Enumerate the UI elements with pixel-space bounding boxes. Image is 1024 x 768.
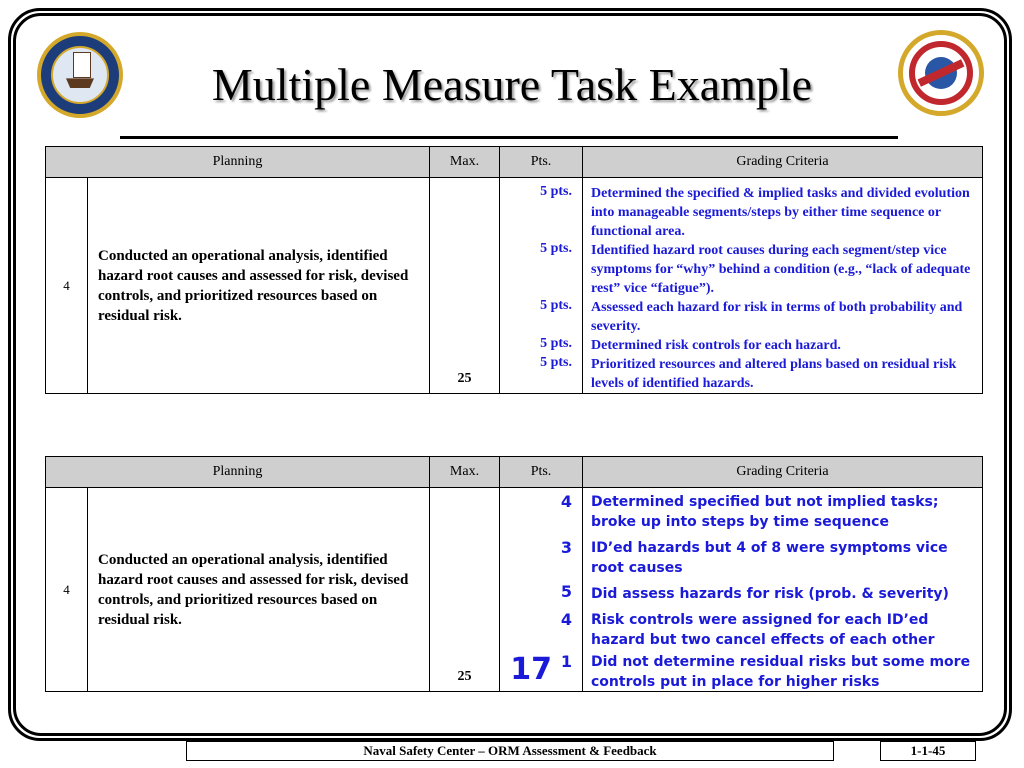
header-criteria: Grading Criteria bbox=[583, 147, 983, 178]
points-value: 1 bbox=[560, 652, 572, 671]
criteria-text: Identified hazard root causes during each segment/step vice symptoms for “why” behind a condition (e.g., “lack of adequate rest” vice “fatigue”). bbox=[591, 243, 971, 296]
criteria-text: Did assess hazards for risk (prob. & severity) bbox=[591, 586, 949, 602]
title-divider bbox=[120, 136, 898, 139]
navy-seal-logo bbox=[37, 32, 123, 118]
navy-seal-center bbox=[51, 46, 109, 104]
task-description: Conducted an operational analysis, identified hazard root causes and assessed for risk, devised controls, and prioritized resources based on residual risk. bbox=[88, 178, 430, 394]
header-max: Max. bbox=[430, 457, 500, 488]
table-row bbox=[46, 178, 983, 394]
points-value: 5 pts. bbox=[540, 184, 572, 199]
header-planning: Planning bbox=[46, 457, 430, 488]
criteria-column bbox=[583, 488, 983, 692]
header-criteria: Grading Criteria bbox=[583, 457, 983, 488]
points-column bbox=[500, 488, 583, 692]
criteria-column bbox=[583, 178, 983, 394]
header-pts: Pts. bbox=[500, 147, 583, 178]
points-value: 4 bbox=[560, 492, 572, 511]
table-row bbox=[46, 488, 983, 692]
points-value: 5 bbox=[560, 582, 572, 601]
points-value: 5 pts. bbox=[540, 241, 572, 256]
grading-table-example bbox=[45, 146, 983, 394]
page-number: 1-1-45 bbox=[880, 741, 976, 761]
task-description: Conducted an operational analysis, identified hazard root causes and assessed for risk, devised controls, and prioritized resources based on residual risk. bbox=[88, 488, 430, 692]
item-number: 4 bbox=[46, 488, 88, 692]
criteria-text: ID’ed hazards but 4 of 8 were symptoms vice root causes bbox=[591, 540, 948, 576]
points-column bbox=[500, 178, 583, 394]
header-max: Max. bbox=[430, 147, 500, 178]
criteria-text: Assessed each hazard for risk in terms of both probability and severity. bbox=[591, 300, 963, 334]
table-header-row bbox=[46, 147, 983, 178]
criteria-text: Did not determine residual risks but some more controls put in place for higher risks bbox=[591, 654, 971, 690]
item-number: 4 bbox=[46, 178, 88, 394]
header-pts: Pts. bbox=[500, 457, 583, 488]
criteria-text: Prioritized resources and altered plans based on residual risk levels of identified hazards. bbox=[591, 357, 957, 391]
criteria-text: Risk controls were assigned for each ID’ed hazard but two cancel effects of each other bbox=[591, 612, 935, 648]
points-value: 5 pts. bbox=[540, 336, 572, 351]
criteria-text: Determined risk controls for each hazard. bbox=[591, 338, 841, 353]
criteria-text: Determined specified but not implied tasks; broke up into steps by time sequence bbox=[591, 494, 939, 530]
grading-table-scored bbox=[45, 456, 983, 692]
criteria-text: Determined the specified & implied tasks and divided evolution into manageable segments/steps by either time sequence or functional area. bbox=[591, 186, 970, 239]
slide-title: Multiple Measure Task Example bbox=[211, 59, 813, 110]
naval-safety-center-logo bbox=[898, 30, 984, 116]
ship-sail-icon bbox=[73, 52, 91, 78]
table-header-row bbox=[46, 457, 983, 488]
header-planning: Planning bbox=[46, 147, 430, 178]
total-score: 17 bbox=[510, 652, 552, 687]
max-points: 25 bbox=[430, 488, 500, 692]
points-value: 5 pts. bbox=[540, 298, 572, 313]
max-points: 25 bbox=[430, 178, 500, 394]
points-value: 3 bbox=[560, 538, 572, 557]
points-value: 5 pts. bbox=[540, 355, 572, 370]
points-value: 4 bbox=[560, 610, 572, 629]
footer-title: Naval Safety Center – ORM Assessment & Feedback bbox=[186, 741, 834, 761]
